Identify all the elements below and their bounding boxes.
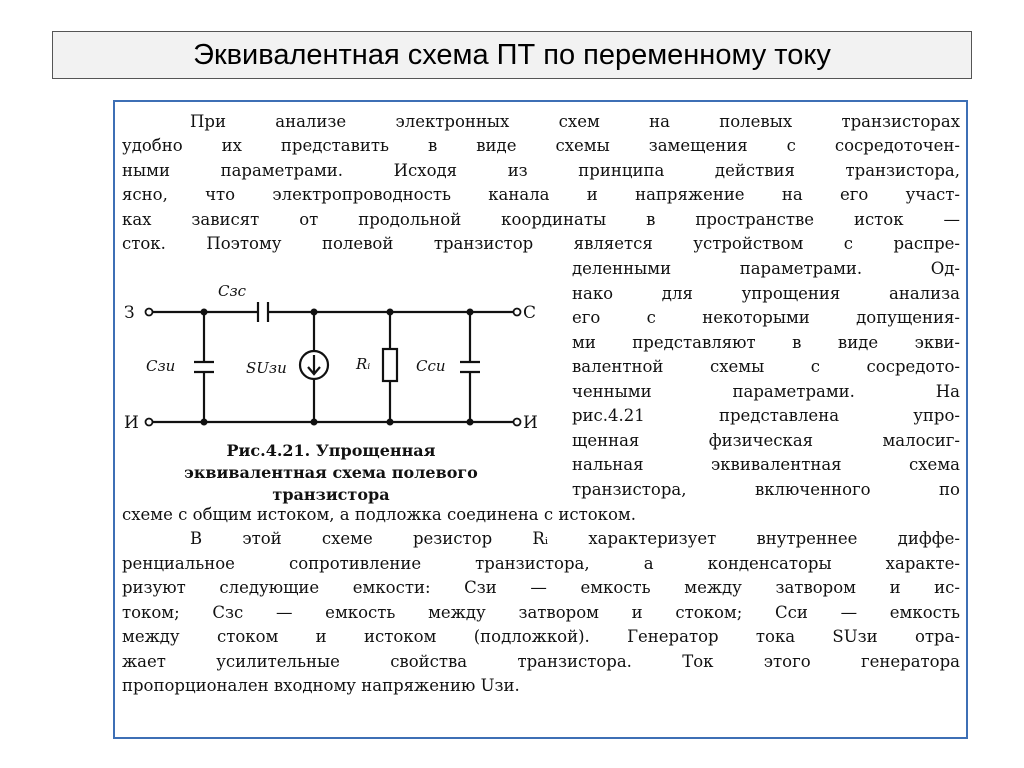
text-line: его с некоторыми допущения-	[572, 308, 960, 327]
text-line: ми представляют в виде экви-	[572, 333, 960, 352]
text-line: ренциальное сопротивление транзистора, а конденсаторы характе-	[122, 554, 960, 573]
slide-title: Эквивалентная схема ПТ по переменному току	[193, 38, 831, 71]
text-line: между стоком и истоком (подложкой). Генератор тока SUзи отра-	[122, 627, 960, 646]
text-line: ченными параметрами. На	[572, 382, 960, 401]
text-line: нако для упрощения анализа	[572, 284, 960, 303]
capacitor-cgs-label: Cзи	[146, 357, 176, 375]
text-line: транзистора, включенного по	[572, 480, 960, 499]
terminal-source-left-label: И	[124, 413, 139, 433]
figure-caption	[120, 440, 542, 506]
text-line: удобно их представить в виде схемы замещения с сосредоточен-	[122, 136, 960, 155]
text-line: схеме с общим истоком, а подложка соединена с истоком.	[122, 505, 637, 524]
text-line: пропорционален входному напряжению Uзи.	[122, 676, 520, 695]
text-line: щенная физическая малосиг-	[572, 431, 960, 450]
text-line: ясно, что электропроводность канала и напряжение на его участ-	[122, 185, 960, 204]
current-source-label: SUзи	[246, 359, 287, 377]
text-line: током; Cзс — емкость между затвором и стоком; Cси — емкость	[122, 603, 960, 622]
slide-title-box	[52, 31, 972, 79]
text-line: рис.4.21 представлена упро-	[572, 406, 960, 425]
text-line: сток. Поэтому полевой транзистор является устройством с распре-	[122, 234, 960, 253]
terminal-gate-label: З	[124, 303, 135, 323]
text-line: жает усилительные свойства транзистора. Ток этого генератора	[122, 652, 960, 671]
caption-line: Рис.4.21. Упрощенная	[226, 441, 436, 460]
capacitor-cds-label: Cси	[416, 357, 446, 375]
terminal-source-right-label: И	[523, 413, 538, 433]
caption-line: эквивалентная схема полевого	[184, 463, 478, 482]
equivalent-circuit-diagram	[118, 272, 550, 438]
text-line: нальная эквивалентная схема	[572, 455, 960, 474]
text-line: деленными параметрами. Од-	[572, 259, 960, 278]
capacitor-cgd-label: Cзс	[218, 282, 247, 300]
text-line: ризуют следующие емкости: Cзи — емкость между затвором и ис-	[122, 578, 960, 597]
text-line: валентной схемы с сосредото-	[572, 357, 960, 376]
resistor-label: Rᵢ	[356, 355, 371, 373]
text-line: При анализе электронных схем на полевых транзисторах	[190, 112, 960, 131]
terminal-drain-label: С	[523, 303, 537, 323]
text-line: ными параметрами. Исходя из принципа действия транзистора,	[122, 161, 960, 180]
text-line: ках зависят от продольной координаты в пространстве исток —	[122, 210, 960, 229]
text-line: В этой схеме резистор Rᵢ характеризует внутреннее диффе-	[190, 529, 960, 548]
caption-line: транзистора	[272, 485, 390, 504]
